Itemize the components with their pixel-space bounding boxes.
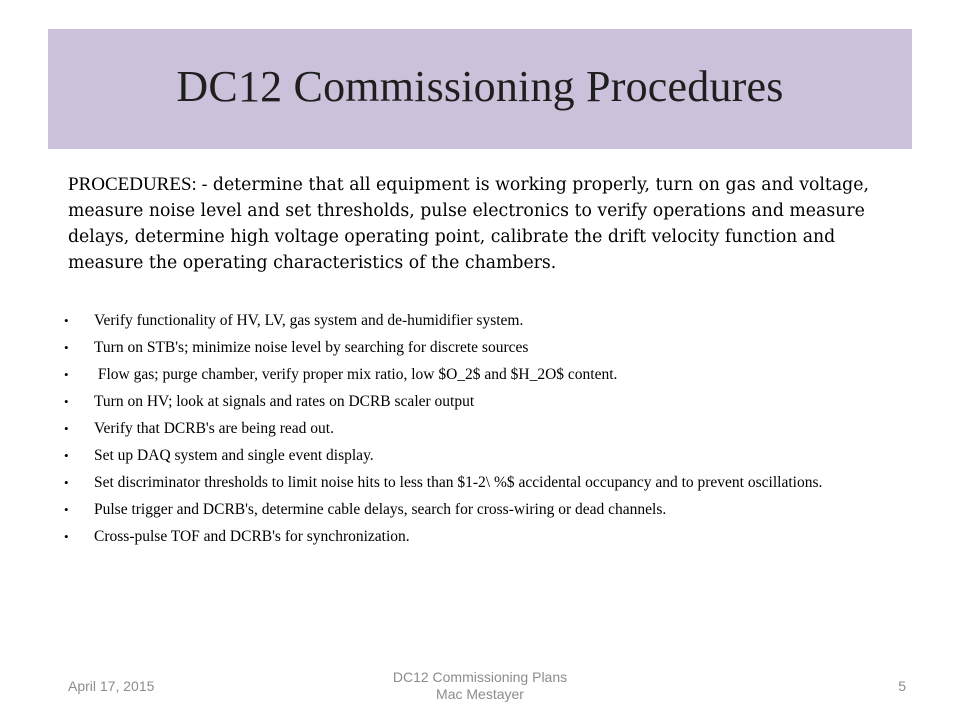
footer-presentation-title: DC12 Commissioning Plans [392, 669, 568, 685]
footer-presentation-info [330, 669, 630, 703]
bullet-text: Cross-pulse TOF and DCRB's for synchronization. [94, 528, 410, 545]
title-bar [48, 29, 912, 149]
bullet-icon: • [64, 367, 69, 382]
bullet-text: Verify functionality of HV, LV, gas system and de-humidifier system. [94, 312, 524, 329]
procedures-text: - determine that all equipment is working properly, turn on gas and voltage, measure noise level and set thresholds, pulse electronics to verify operations and measure delays, determine high voltage operating point, calibrate the drift velocity function and measure the operating characteristics of the chambers. [68, 175, 869, 273]
procedures-intro [68, 172, 898, 276]
list-item [64, 474, 904, 493]
footer-page-number: 5 [898, 678, 906, 694]
list-item [64, 393, 904, 412]
bullet-icon: • [64, 502, 69, 517]
list-item [64, 366, 904, 385]
list-item [64, 339, 904, 358]
slide-title: DC12 Commissioning Procedures [176, 61, 784, 111]
footer-date: April 17, 2015 [68, 678, 155, 694]
bullet-text: Flow gas; purge chamber, verify proper mix ratio, low $O_2$ and $H_2O$ content. [94, 366, 618, 383]
bullet-icon: • [64, 340, 69, 355]
list-item [64, 447, 904, 466]
footer-author: Mac Mestayer [436, 686, 524, 702]
bullet-text: Turn on STB's; minimize noise level by searching for discrete sources [94, 339, 529, 356]
bullet-text: Pulse trigger and DCRB's, determine cable delays, search for cross-wiring or dead channels. [94, 501, 667, 518]
list-item [64, 312, 904, 331]
procedure-bullet-list [64, 312, 904, 555]
bullet-text: Set up DAQ system and single event display. [94, 447, 374, 464]
bullet-icon: • [64, 394, 69, 409]
bullet-text: Turn on HV; look at signals and rates on DCRB scaler output [94, 393, 475, 410]
procedures-label: PROCEDURES: [68, 174, 202, 195]
bullet-icon: • [64, 529, 69, 544]
list-item [64, 501, 904, 520]
bullet-icon: • [64, 448, 69, 463]
bullet-text: Set discriminator thresholds to limit noise hits to less than $1-2\ %$ accidental occupancy and to prevent oscillations. [94, 474, 823, 491]
bullet-icon: • [64, 421, 69, 436]
bullet-icon: • [64, 313, 69, 328]
list-item [64, 420, 904, 439]
list-item [64, 528, 904, 547]
bullet-text: Verify that DCRB's are being read out. [94, 420, 334, 437]
bullet-icon: • [64, 475, 69, 490]
